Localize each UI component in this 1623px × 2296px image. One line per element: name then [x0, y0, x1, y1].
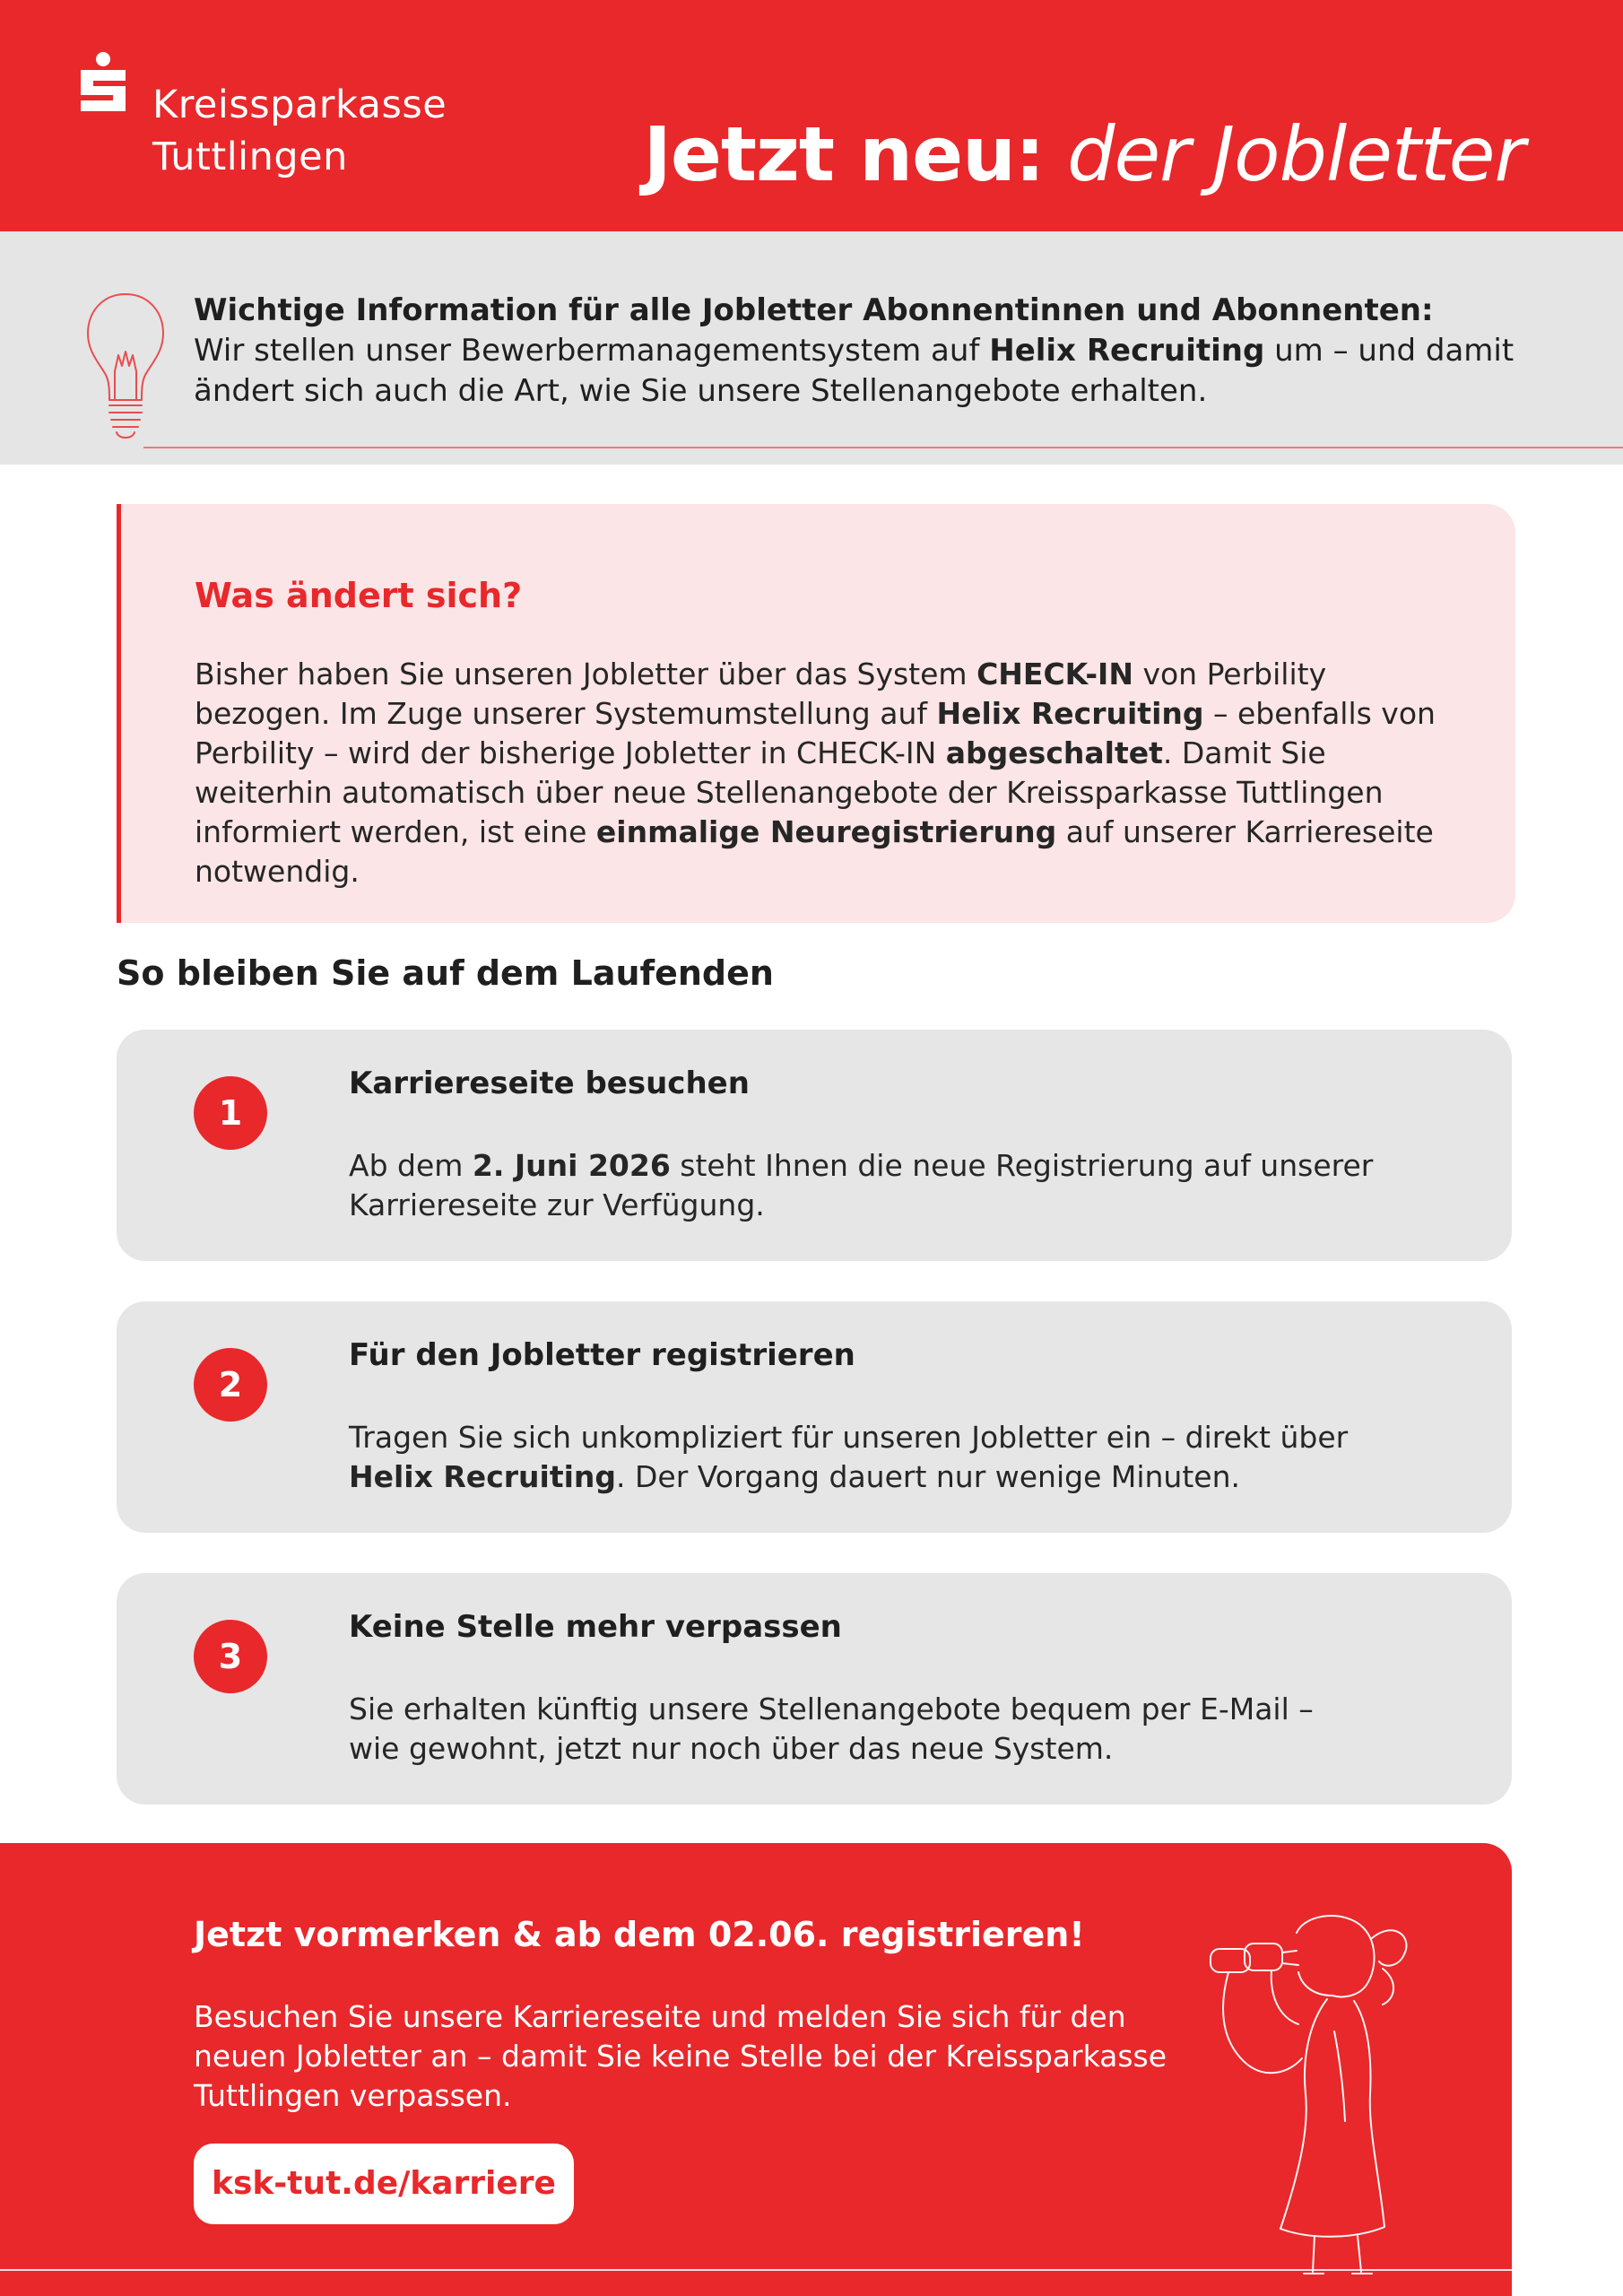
change-paragraph: [195, 655, 1468, 891]
change-bold-4: einmalige Neuregistrierung: [595, 814, 1057, 849]
change-text-3: – ebenfalls von Perbility – wird der bisherige Jobletter in CHECK-IN: [195, 696, 1436, 770]
step-text-part: Tragen Sie sich unkompliziert für unseren Jobletter ein – direkt über: [349, 1420, 1349, 1455]
change-box: [117, 504, 1515, 923]
change-text-1: Bisher haben Sie unseren Jobletter über das System: [195, 657, 977, 691]
step-title: Karriereseite besuchen: [349, 1065, 750, 1101]
cta-text: Besuchen Sie unsere Karriereseite und melden Sie sich für den neuen Jobletter an – damit Sie keine Stelle bei der Kreissparkasse Tuttlingen verpassen.: [194, 1999, 1167, 2113]
brand-line-1: Kreissparkasse: [152, 83, 447, 127]
step-number-badge: 2: [194, 1348, 267, 1422]
info-body-text-end: um – und damit ändert sich auch die Art, wie Sie unsere Stellenangebote erhalten.: [194, 333, 1515, 409]
cta-heading: Jetzt vormerken & ab dem 02.06. registrieren!: [194, 1915, 1085, 1954]
step-text: [349, 1146, 1425, 1225]
info-title: Wichtige Information für alle Jobletter Abonnentinnen und Abonnenten:: [194, 292, 1434, 328]
step-card-3: [117, 1573, 1512, 1805]
brand-line-2: Tuttlingen: [152, 135, 348, 179]
brand-name: [152, 79, 447, 183]
info-divider: [143, 447, 1623, 448]
lightbulb-icon: [82, 289, 169, 447]
career-link-button[interactable]: ksk-tut.de/karriere: [194, 2144, 574, 2224]
page-title: [644, 109, 1524, 199]
step-title: Keine Stelle mehr verpassen: [349, 1609, 842, 1645]
info-body-text: Wir stellen unser Bewerbermanagementsystem auf: [194, 333, 990, 369]
change-text-2: von Perbility bezogen. Im Zuge unserer Systemumstellung auf: [195, 657, 1327, 731]
step-number-badge: 3: [194, 1620, 267, 1693]
change-bold-3: abgeschaltet: [945, 735, 1163, 770]
step-text: [349, 1418, 1425, 1497]
change-bold-2: Helix Recruiting: [936, 696, 1204, 731]
change-heading: Was ändert sich?: [195, 576, 523, 615]
headline-italic: der Jobletter: [1067, 110, 1524, 198]
woman-with-binoculars-icon: [1193, 1906, 1435, 2283]
step-card-2: [117, 1301, 1512, 1533]
step-text: [349, 1690, 1425, 1769]
change-text-4: . Damit Sie weiterhin automatisch über neue Stellenangebote der Kreissparkasse Tuttlingen informiert werden, ist eine: [195, 735, 1384, 849]
step-text-bold: Helix Recruiting: [349, 1459, 617, 1494]
step-text-part-end: . Der Vorgang dauert nur wenige Minuten.: [616, 1459, 1240, 1494]
info-body: [194, 331, 1530, 412]
step-text-bold: 2. Juni 2026: [472, 1148, 671, 1183]
sparkasse-logo-icon: [75, 52, 131, 118]
step-card-1: [117, 1030, 1512, 1261]
steps-heading: So bleiben Sie auf dem Laufenden: [117, 953, 774, 993]
step-title: Für den Jobletter registrieren: [349, 1337, 855, 1373]
change-text-5: auf unserer Karriereseite notwendig.: [195, 814, 1434, 889]
change-bold-1: CHECK-IN: [976, 657, 1133, 691]
step-text-part: Ab dem: [349, 1148, 473, 1183]
step-text-line-2: wie gewohnt, jetzt nur noch über das neue System.: [349, 1731, 1114, 1766]
step-number-badge: 1: [194, 1076, 267, 1150]
info-text: [194, 291, 1530, 412]
step-text-part-end: steht Ihnen die neue Registrierung auf unserer Karriereseite zur Verfügung.: [349, 1148, 1374, 1222]
step-text-line-1: Sie erhalten künftig unsere Stellenangebote bequem per E-Mail –: [349, 1692, 1314, 1726]
headline-bold: Jetzt neu:: [643, 110, 1045, 198]
info-band: [0, 231, 1623, 465]
header-banner: [0, 0, 1623, 231]
info-body-bold: Helix Recruiting: [989, 333, 1265, 369]
